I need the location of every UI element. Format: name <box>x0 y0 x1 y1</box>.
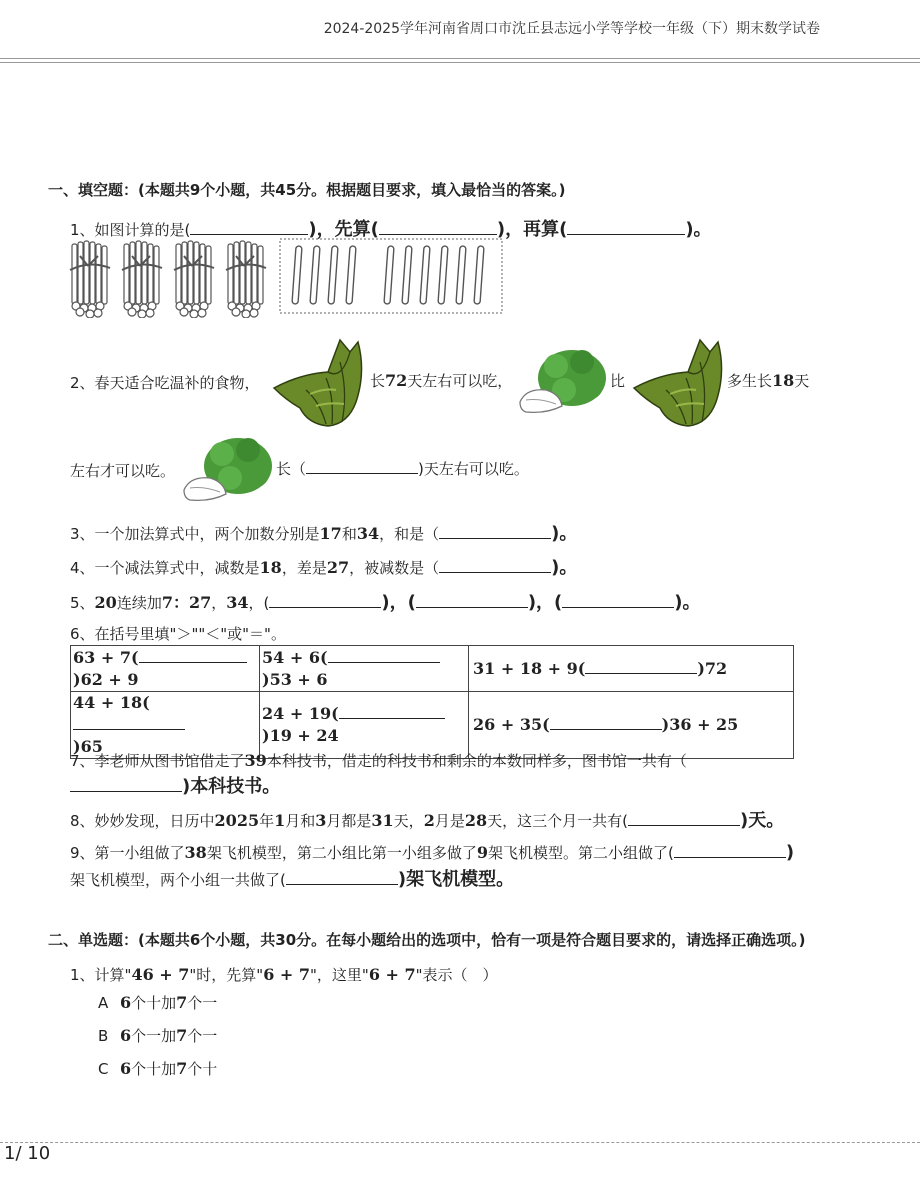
q5-blank-3[interactable] <box>562 593 674 608</box>
bamboo-shoot-icon <box>630 332 728 428</box>
cabbage-icon <box>180 432 276 504</box>
header-rule-top <box>0 58 920 59</box>
q2-blank[interactable] <box>306 459 418 474</box>
q2-text-1: 2、春天适合吃温补的食物， <box>70 374 260 392</box>
q6-compare-table <box>70 645 794 759</box>
q2-text-3: 比 <box>610 372 626 390</box>
q3-line: 3、一个加法算式中，两个加数分别是17和34，和是（ )。 <box>70 523 578 544</box>
page-header-title: 2024-2025学年河南省周口市沈丘县志远小学等学校一年级（下）期末数学试卷 <box>323 21 820 37</box>
q5-blank-1[interactable] <box>269 593 381 608</box>
q6-blank[interactable] <box>73 715 185 730</box>
q5-line: 5、20连续加7：27，34，( )，( )，( )。 <box>70 592 701 613</box>
cabbage-icon <box>516 344 608 416</box>
stick-bundle-icon <box>70 241 110 318</box>
q4-line: 4、一个减法算式中，减数是18，差是27，被减数是（ )。 <box>70 557 578 578</box>
header-rule-bottom <box>0 62 920 63</box>
q6-cell: 31 + 18 + 9( )72 <box>469 646 794 692</box>
q6-cell: 44 + 18( )65 <box>71 692 260 759</box>
q9-line-1: 9、第一小组做了38架飞机模型，第二小组比第一小组多做了9架飞机模型。第二小组做了( ) <box>70 842 795 863</box>
q6-cell: 24 + 19( )19 + 24 <box>260 692 469 759</box>
q1-blank-2[interactable] <box>379 220 497 235</box>
q3-blank[interactable] <box>439 524 551 539</box>
q5-blank-2[interactable] <box>416 593 528 608</box>
q6-prompt: 6、在括号里填"＞""＜"或"＝"。 <box>70 625 286 643</box>
footer-divider <box>0 1142 920 1143</box>
q9-blank-2[interactable] <box>286 870 398 885</box>
stick-bundle-icon <box>122 241 162 318</box>
q1-blank-3[interactable] <box>567 220 685 235</box>
q1-line: 1、如图计算的是( )，先算( )，再算( )。 <box>70 219 712 240</box>
q8-blank[interactable] <box>628 811 740 826</box>
q6-blank[interactable] <box>550 715 662 730</box>
q1-blank-1[interactable] <box>190 220 308 235</box>
s2-q1-option-a[interactable]: A 6个十加7个一 <box>98 993 218 1012</box>
s2-q1-option-c[interactable]: C 6个十加7个十 <box>98 1059 218 1078</box>
q9-line-2: 架飞机模型，两个小组一共做了( )架飞机模型。 <box>70 869 515 890</box>
page-number: 1/ 10 <box>4 1143 51 1164</box>
q6-blank[interactable] <box>585 659 697 674</box>
q2-text-4: 多生长18天 <box>727 371 810 390</box>
q2-text-2: 长72天左右可以吃， <box>370 371 513 390</box>
q2-text-5: 左右才可以吃。 <box>70 462 176 480</box>
s2-q1-option-b[interactable]: B 6个一加7个一 <box>98 1026 218 1045</box>
stick-bundle-icon <box>174 241 214 318</box>
q4-blank[interactable] <box>439 558 551 573</box>
stick-bundles-figure <box>66 236 506 318</box>
q7-line-1: 7、李老师从图书馆借走了39本科技书，借走的科技书和剩余的本数同样多，图书馆一共有（ <box>70 751 687 770</box>
q6-cell: 63 + 7( )62 + 9 <box>71 646 260 692</box>
q9-blank-1[interactable] <box>674 843 786 858</box>
section2-title: 二、单选题：(本题共6个小题，共30分。在每小题给出的选项中，恰有一项是符合题目要求的，请选择正确选项。) <box>48 931 806 949</box>
q6-blank[interactable] <box>328 648 440 663</box>
bamboo-shoot-icon <box>270 332 368 428</box>
loose-sticks <box>292 246 484 304</box>
q6-blank[interactable] <box>139 648 247 663</box>
q7-blank[interactable] <box>70 777 182 792</box>
q8-line: 8、妙妙发现，日历中2025年1月和3月都是31天，2月是28天，这三个月一共有( )天。 <box>70 810 785 831</box>
q7-line-2: )本科技书。 <box>70 772 280 798</box>
q6-cell: 26 + 35( )36 + 25 <box>469 692 794 759</box>
s2-q1-line: 1、计算"46 + 7"时，先算"6 + 7"，这里"6 + 7"表示（ ） <box>70 965 498 984</box>
section1-title: 一、填空题：(本题共9个小题，共45分。根据题目要求，填入最恰当的答案。) <box>48 181 566 199</box>
stick-bundle-icon <box>226 241 266 318</box>
q6-blank[interactable] <box>339 704 445 719</box>
q2-text-6: 长（ )天左右可以吃。 <box>276 460 529 478</box>
q6-cell: 54 + 6( )53 + 6 <box>260 646 469 692</box>
